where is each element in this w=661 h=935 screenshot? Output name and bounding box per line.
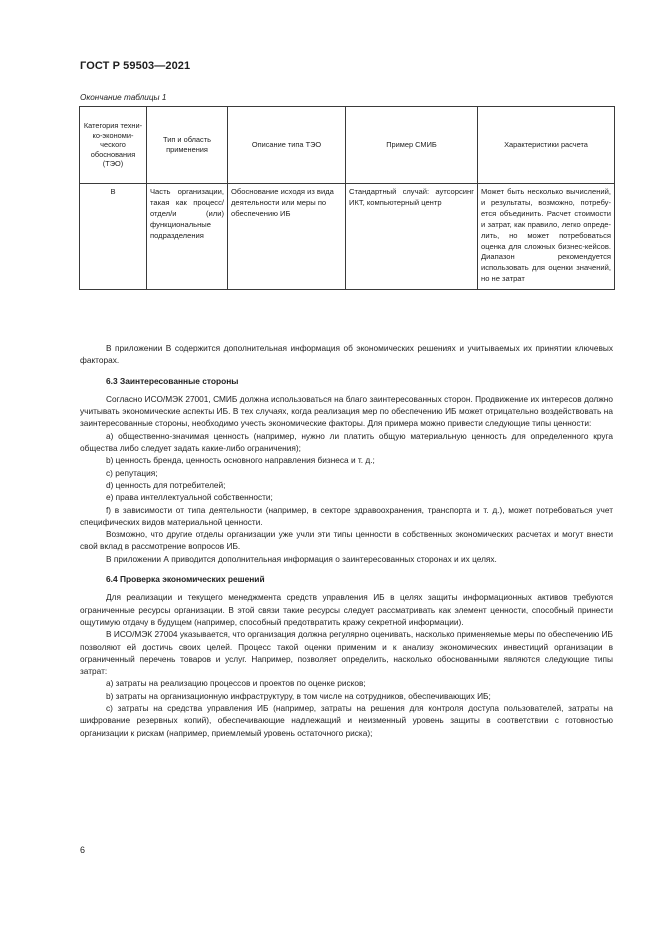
header-example: Пример СМИБ (346, 107, 478, 184)
section-6-3-paragraph: В приложении А приводится дополнительная информация о заинтересованных сторонах и их целях. (106, 553, 497, 564)
list-item: а) затраты на реализацию процессов и проектов по оценке рисков; (106, 678, 366, 689)
header-description: Описание типа ТЭО (228, 107, 346, 184)
cell-example: Стандартный случай: аутсорсинг ИКТ, компьютерный центр (346, 184, 478, 290)
list-item: c) затраты на средства управления ИБ (например, затраты на решения для контроля доступа пользователей, затраты на шифрование резервных копий), обеспечивающие надлежащий и неизменный уровень защиты в соответствии с готовностью организации к рискам (например, приемлемый уровень остаточного риска); (80, 703, 613, 738)
section-6-3-paragraph: Возможно, что другие отделы организации уже учли эти типы ценности в собственных экономических расчетах и могут внести свой вклад в рассмотрение вопросов ИБ. (80, 529, 613, 552)
table-1 (79, 106, 615, 290)
table-header-row (80, 107, 615, 184)
table-row (80, 184, 615, 290)
document-header: ГОСТ Р 59503—2021 (80, 60, 191, 72)
section-6-4-paragraph: Для реализации и текущего менеджмента средств управления ИБ в целях защиты информационных активов требуются ограниченные ресурсы организации. В этой связи такие ресурсы следует рассматривать как элемент ценности, способный принести ощутимую отдачу в будущем (например, способный предотвратить кражу секретной информации). (80, 592, 613, 627)
document-body (80, 342, 613, 739)
cell-calc: Может быть несколько вычислений, и результаты, возможно, потребуется объединить. Расчет стоимости и затрат, как правило, легко определить, но может потребоваться оценка для сложных бизнес-кейсов. Диапазон рекомендуется использовать для оценки значений, но не затрат (478, 184, 615, 290)
list-item: а) общественно-значимая ценность (например, нужно ли платить общую материальную ценность для определенного круга общества либо следует задать какие-либо ограничения); (80, 430, 613, 454)
section-6-3-paragraph: Согласно ИСО/МЭК 27001, СМИБ должна использоваться на благо заинтересованных сторон. Продвижение их интересов должно учитывать экономические аспекты ИБ. В тех случаях, когда реализация мер по обеспечению ИБ может отрицательно воздействовать на заинтересованные стороны, необходимо учесть экономические факторы. Для примера можно привести следующие типы ценности: (80, 393, 613, 429)
cell-description: Обоснование исходя из вида деятельности или меры по обеспечению ИБ (228, 184, 346, 290)
list-item: d) ценность для потребителей; (106, 479, 226, 490)
section-6-4-paragraph: В ИСО/МЭК 27004 указывается, что организация должна регулярно оценивать, насколько применяемые меры по обеспечению ИБ позволяют ей достичь своих целей. Процесс такой оценки применим и к анализу экономических инвестиций организации в ограниченный перечень товаров и услуг. Например, позволяет определить, насколько обоснованными являются следующие типы затрат: (80, 629, 613, 677)
cell-type: Часть организации, такая как процесс/ отдел/и (или) функциональные подразделения (147, 184, 228, 290)
list-item: c) репутация; (106, 467, 158, 478)
intro-paragraph: В приложении В содержится дополнительная информация об экономических решениях и учитываемых их принятии ключевых факторах. (80, 343, 613, 366)
section-6-3-heading: 6.3 Заинтересованные стороны (106, 375, 239, 386)
section-6-4-heading: 6.4 Проверка экономических решений (106, 574, 265, 585)
list-item: e) права интеллектуальной собственности; (106, 492, 273, 503)
page-number: 6 (80, 845, 86, 855)
list-item: f) в зависимости от типа деятельности (например, в секторе здравоохранения, транспорта и т. д.), может потребоваться учет специфических видов материальной ценности. (80, 504, 613, 527)
list-item: b) затраты на организационную инфраструктуру, в том числе на сотрудников, обеспечивающих ИБ; (106, 690, 491, 701)
table-caption: Окончание таблицы 1 (80, 93, 167, 102)
cell-category: В (80, 184, 147, 290)
list-item: b) ценность бренда, ценность основного направления бизнеса и т. д.; (106, 455, 375, 466)
header-calc: Характеристики расчета (478, 107, 615, 184)
header-category: Категория технико-экономического обоснования (ТЭО) (80, 107, 147, 184)
header-type: Тип и область применения (147, 107, 228, 184)
